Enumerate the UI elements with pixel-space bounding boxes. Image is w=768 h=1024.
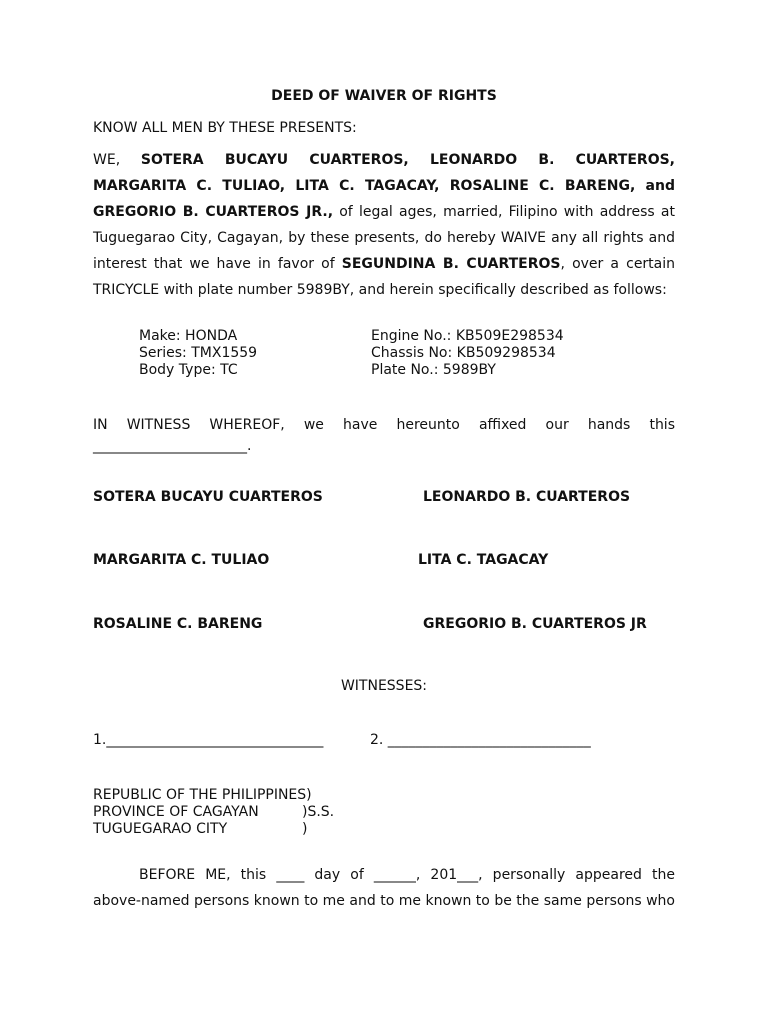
signatory-6: GREGORIO B. CUARTEROS JR (423, 616, 647, 632)
signatory-5: ROSALINE C. BARENG (93, 616, 263, 632)
signatory-1: SOTERA BUCAYU CUARTEROS (93, 489, 323, 505)
signatory-2: LEONARDO B. CUARTEROS (423, 489, 631, 505)
vehicle-series: Series: TMX1559 (139, 345, 258, 361)
vehicle-engine-no: Engine No.: KB509E298534 (371, 328, 564, 344)
paragraph-body-2: , over a certain TRICYCLE with plate number 5989BY, and herein specifically described as follows: (93, 256, 676, 298)
document-title: DEED OF WAIVER OF RIGHTS (271, 88, 497, 104)
vehicle-plate-no: Plate No.: 5989BY (371, 362, 496, 378)
vehicle-make: Make: HONDA (139, 328, 238, 344)
venue-city: TUGUEGARAO CITY (93, 821, 228, 837)
signatory-4: LITA C. TAGACAY (418, 552, 549, 568)
waiver-paragraph (93, 147, 675, 303)
acknowledgment-line-1 (93, 862, 675, 888)
signatory-3: MARGARITA C. TULIAO (93, 552, 270, 568)
witness-clause: IN WITNESS WHEREOF, we have hereunto affixed our hands this (93, 417, 675, 433)
parties-names: SOTERA BUCAYU CUARTEROS, LEONARDO B. CUARTEROS, MARGARITA C. TULIAO, LITA C. TAGACAY, ROSALINE C. BARENG, and GREGORIO B. CUARTEROS JR., (93, 152, 675, 220)
paragraph-we: WE, (93, 152, 141, 168)
date-blank: ______________________. (93, 438, 252, 454)
venue-republic: REPUBLIC OF THE PHILIPPINES) (93, 787, 312, 803)
opening-line: KNOW ALL MEN BY THESE PRESENTS: (93, 120, 357, 136)
acknowledgment-line-2: above-named persons known to me and to me known to be the same persons who (93, 893, 675, 909)
witness-2-line: 2. _____________________________ (370, 732, 591, 748)
venue-province: PROVINCE OF CAGAYAN (93, 804, 259, 820)
vehicle-body-type: Body Type: TC (139, 362, 238, 378)
witness-1-line: 1._______________________________ (93, 732, 324, 748)
venue-city-paren: ) (302, 821, 308, 837)
venue-ss: )S.S. (302, 804, 335, 820)
vehicle-chassis-no: Chassis No: KB509298534 (371, 345, 556, 361)
beneficiary-name: SEGUNDINA B. CUARTEROS (341, 256, 561, 272)
acknowledgment-text-1: BEFORE ME, this ____ day of ______, 201___, personally appeared the (139, 867, 675, 883)
paragraph-body-1: of legal ages, married, Filipino with address at Tuguegarao City, Cagayan, by these presents, do hereby WAIVE any all rights and interest that we have in favor of (93, 204, 675, 272)
witnesses-heading: WITNESSES: (340, 678, 428, 694)
